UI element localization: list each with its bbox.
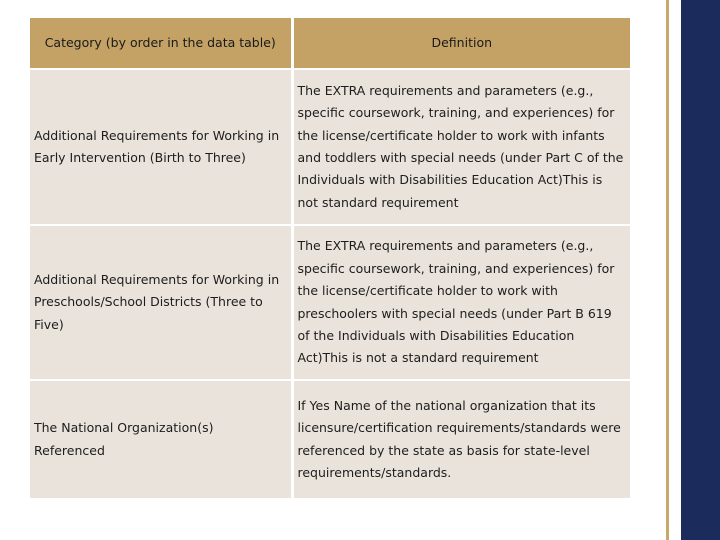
- table-header-row: [30, 18, 630, 68]
- category-cell: Additional Requirements for Working in Early Intervention (Birth to Three): [30, 70, 292, 224]
- side-panel: [681, 0, 720, 540]
- category-cell: Additional Requirements for Working in Preschools/School Districts (Three to Five): [30, 226, 292, 379]
- table-row: [30, 381, 630, 498]
- side-gap-stripe: [669, 0, 681, 540]
- header-definition: Definition: [292, 18, 630, 68]
- definition-cell: The EXTRA requirements and parameters (e.g., specific coursework, training, and experiences) for the license/certificate holder to work with infants and toddlers with special needs (under Part C of the Individuals with Disabilities Education Act)This is not standard requirement: [292, 70, 630, 224]
- definitions-table: [30, 18, 630, 498]
- header-category: Category (by order in the data table): [30, 18, 292, 68]
- definition-cell: If Yes Name of the national organization that its licensure/certification requirements/standards were referenced by the state as basis for state-level requirements/standards.: [292, 381, 630, 498]
- category-cell: The National Organization(s) Referenced: [30, 381, 292, 498]
- table-row: [30, 226, 630, 379]
- table-row: [30, 70, 630, 224]
- definition-cell: The EXTRA requirements and parameters (e.g., specific coursework, training, and experiences) for the license/certificate holder to work with preschoolers with special needs (under Part B 619 of the Individuals with Disabilities Education Act)This is not a standard requirement: [292, 226, 630, 379]
